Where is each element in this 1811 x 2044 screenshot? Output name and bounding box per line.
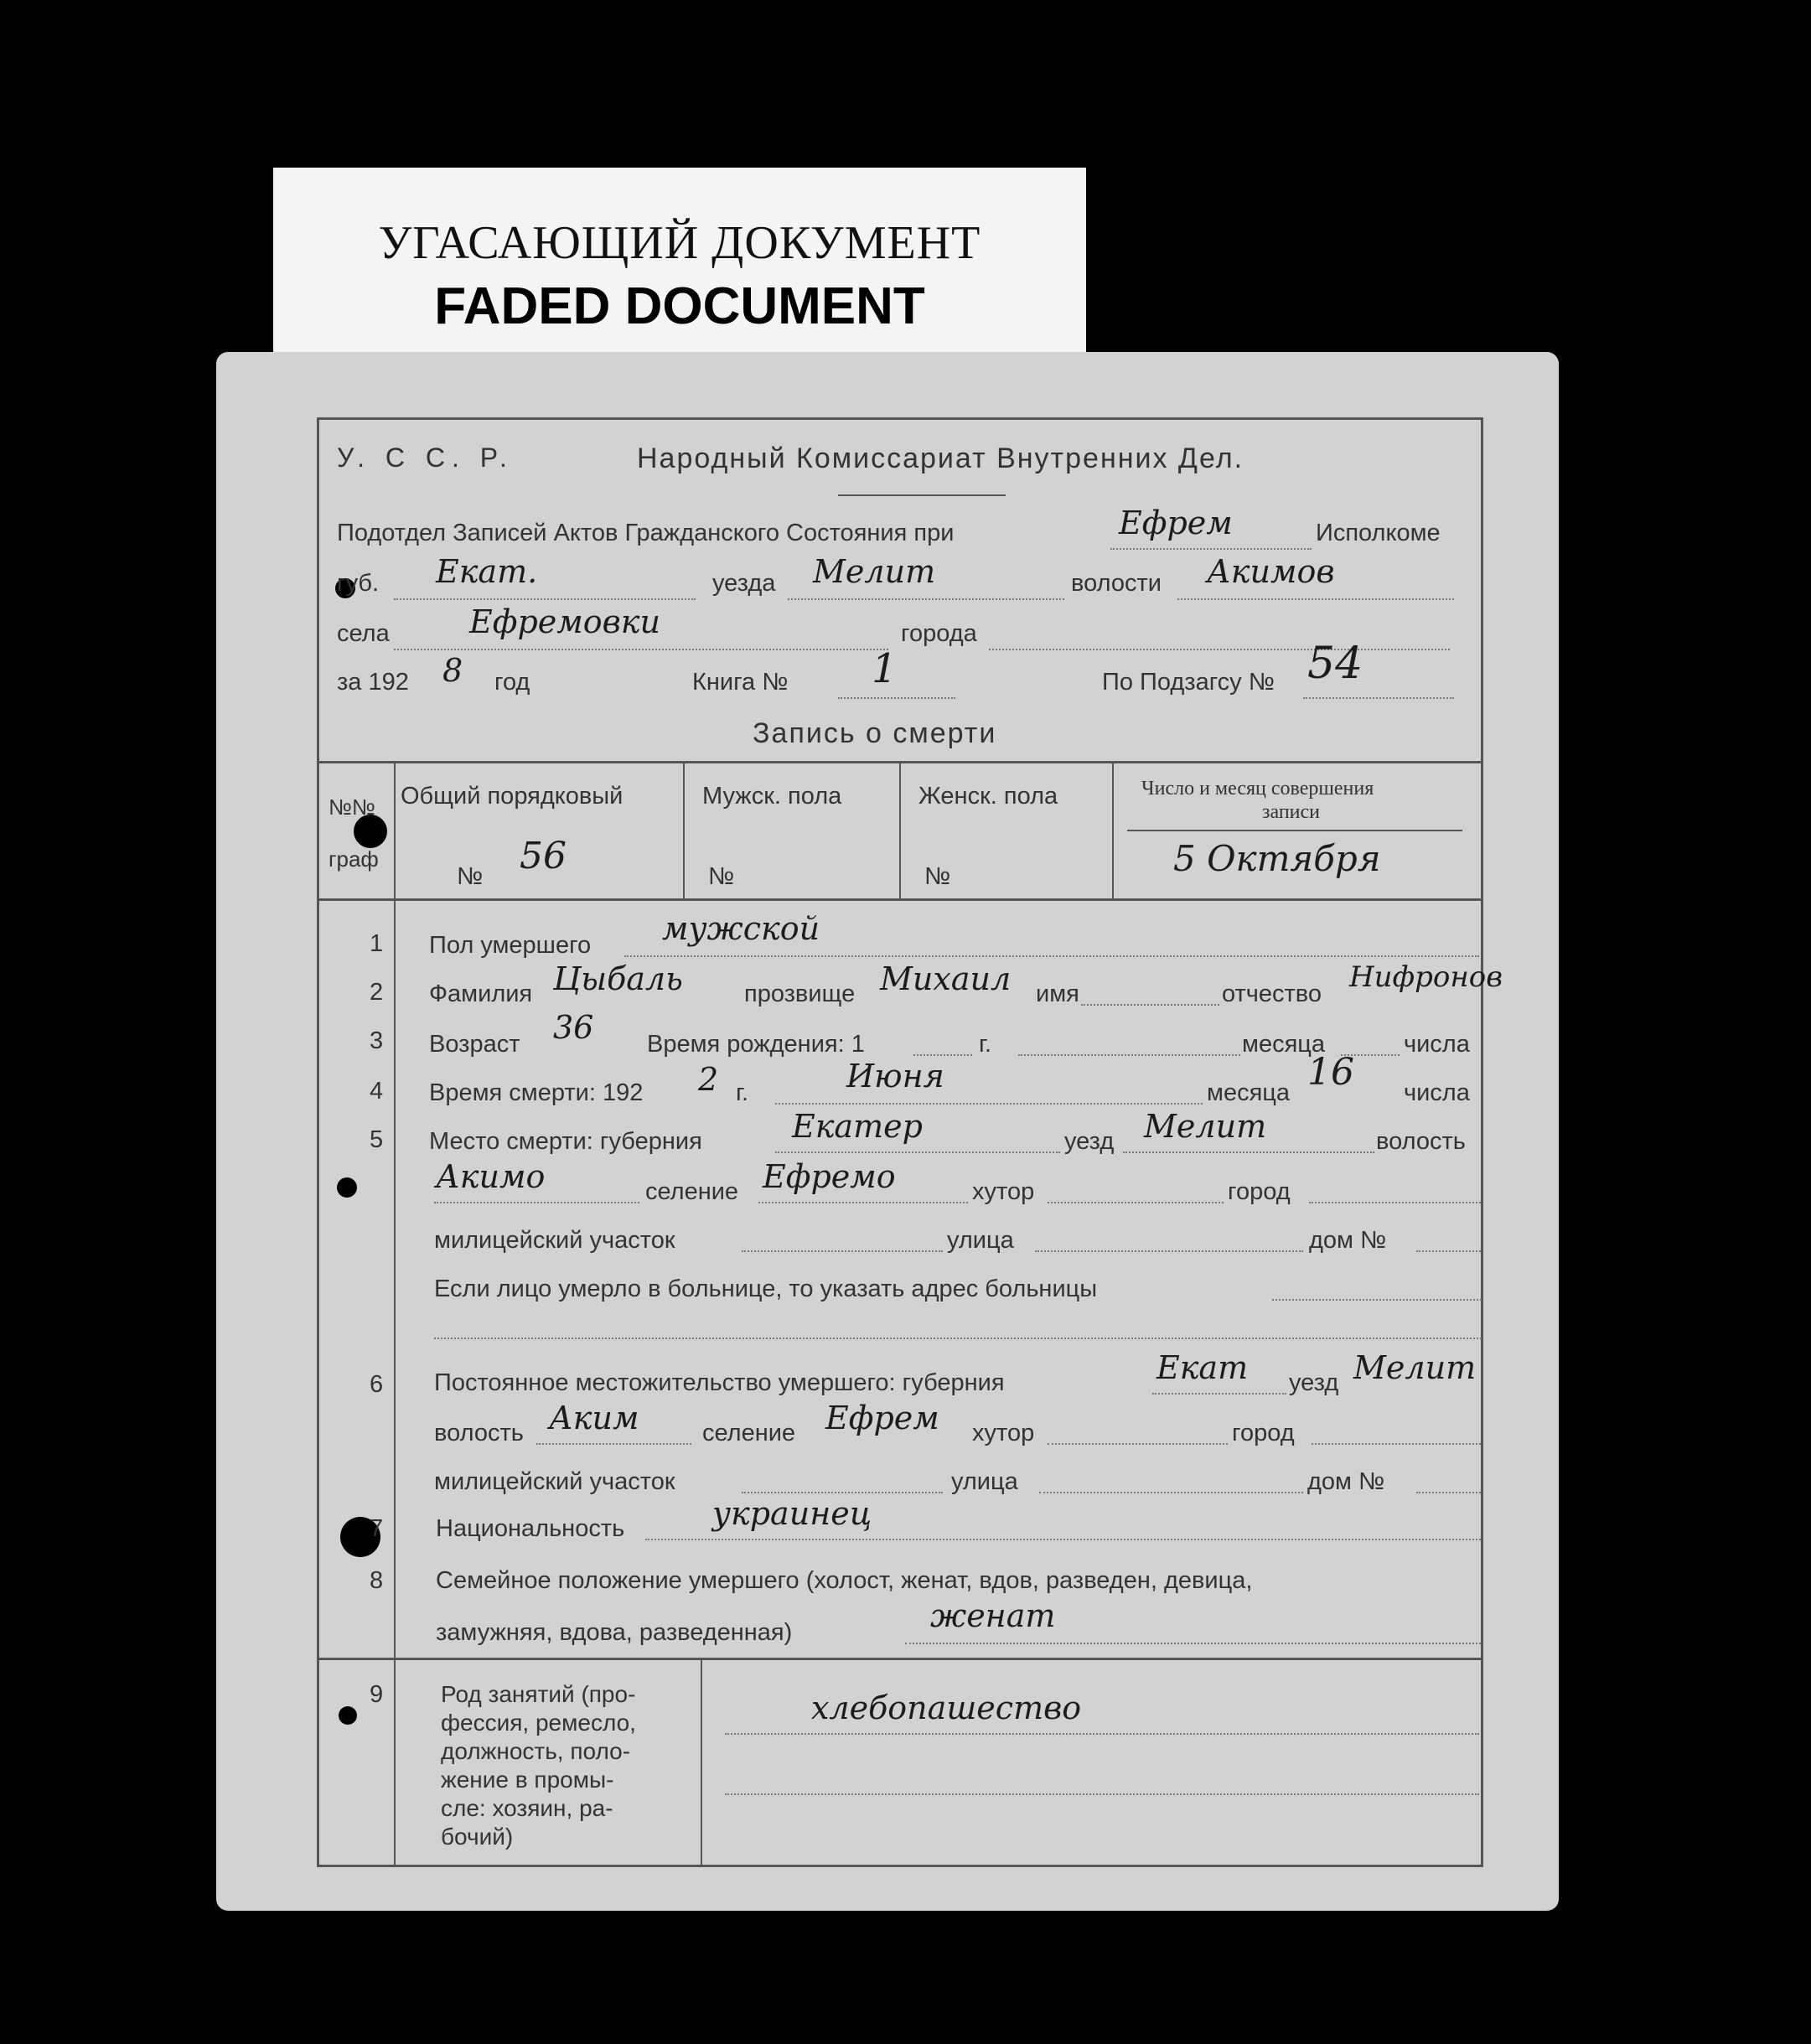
col-female: Женск. пола [918, 783, 1058, 810]
marital-status-handwriting: женат [930, 1597, 1056, 1634]
deceased-sex-label: Пол умершего [429, 932, 592, 959]
birth-month-label: месяца [1242, 1031, 1326, 1058]
birth-label: Время рождения: 1 [647, 1031, 865, 1058]
col-general-no: № [457, 863, 484, 890]
subdept-label: Подотдел Записей Актов Гражданского Состояния при [337, 520, 955, 546]
residence-khutor-label: хутор [972, 1420, 1035, 1446]
first-name-handwriting: Михаил [880, 960, 1012, 997]
row-number: 7 [370, 1515, 384, 1542]
podzag-handwriting: 54 [1307, 639, 1363, 689]
death-month-handwriting: Июня [846, 1058, 944, 1094]
occupation-handwriting: хлебопашество [811, 1690, 1082, 1726]
gub-label: губ. [337, 570, 380, 597]
marital-status-options: замужняя, вдова, разведенная) [436, 1619, 793, 1646]
death-uezd-handwriting: Мелит [1144, 1108, 1267, 1145]
volosti-handwriting: Акимов [1207, 553, 1335, 590]
row-number: 8 [370, 1567, 384, 1594]
death-volost-label: волость [1376, 1128, 1466, 1155]
god-label: год [494, 669, 530, 696]
residence-gub-handwriting: Екат [1156, 1349, 1249, 1386]
row-number: 5 [370, 1126, 384, 1153]
occupation-label: бочий) [441, 1824, 514, 1850]
row-number: 2 [370, 979, 384, 1006]
death-selenie-handwriting: Ефремо [763, 1158, 896, 1195]
occupation-label: фессия, ремесло, [441, 1710, 636, 1736]
year-label: за 192 [337, 669, 409, 696]
goroda-label: города [901, 620, 977, 647]
residence-volost-label: волость [434, 1420, 524, 1446]
title-rule [838, 494, 1006, 496]
hospital-label: Если лицо умерло в больнице, то указать адрес больницы [434, 1276, 1098, 1302]
label-russian: УГАСАЮЩИЙ ДОКУМЕНТ [378, 217, 981, 269]
residence-volost-handwriting: Аким [549, 1400, 639, 1436]
col-general-number: Общий порядковый [401, 783, 624, 810]
row-number: 3 [370, 1027, 384, 1054]
death-militia-label: милицейский участок [434, 1227, 675, 1254]
death-year-handwriting: 2 [698, 1061, 719, 1098]
occupation-label: жение в промы- [441, 1767, 614, 1793]
surname-label: Фамилия [429, 981, 533, 1007]
death-street-label: улица [947, 1227, 1014, 1254]
sela-handwriting: Ефремовки [469, 603, 660, 640]
death-uezd-label: уезд [1064, 1128, 1115, 1155]
deceased-sex-handwriting: мужской [662, 910, 820, 947]
residence-selenie-label: селение [702, 1420, 796, 1446]
age-label: Возраст [429, 1031, 520, 1058]
kniga-handwriting: 1 [872, 645, 898, 692]
col-record-date-top: Число и месяц совершения [1141, 778, 1374, 799]
label-english: FADED DOCUMENT [434, 277, 925, 335]
death-day-handwriting: 16 [1307, 1051, 1354, 1094]
gub-handwriting: Екат. [436, 553, 538, 590]
residence-uezd-handwriting: Мелит [1353, 1349, 1477, 1386]
patronymic-label: отчество [1222, 981, 1322, 1007]
nationality-handwriting: украинец [712, 1495, 872, 1532]
podzag-label: По Подзагсу № [1102, 669, 1275, 696]
col-general-handwriting: 56 [520, 835, 567, 877]
death-volost-handwriting: Акимо [436, 1158, 546, 1195]
col-record-date-bottom: записи [1262, 801, 1320, 823]
col-graf-top: №№ [329, 794, 375, 820]
republic: У. С С. Р. [337, 442, 514, 473]
death-khutor-label: хутор [972, 1178, 1035, 1205]
volosti-label: волости [1071, 570, 1162, 597]
birth-year-suffix: г. [979, 1031, 992, 1058]
col-male: Мужск. пола [702, 783, 842, 810]
row-number: 9 [370, 1681, 384, 1708]
row-number: 6 [370, 1371, 384, 1398]
residence-selenie-handwriting: Ефрем [825, 1400, 939, 1436]
occupation-label: должность, поло- [441, 1738, 631, 1764]
col-female-no: № [924, 863, 951, 890]
death-year-suffix: г. [736, 1079, 749, 1106]
row-number: 4 [370, 1078, 384, 1105]
occupation-label: сле: хозяин, ра- [441, 1795, 613, 1821]
commissariat-title: Народный Комиссариат Внутренних Дел. [637, 442, 1244, 474]
death-house-label: дом № [1309, 1227, 1387, 1254]
residence-house-label: дом № [1307, 1468, 1385, 1495]
residence-uezd-label: уезд [1289, 1369, 1339, 1396]
death-month-label: месяца [1207, 1079, 1291, 1106]
uezda-handwriting: Мелит [813, 553, 936, 590]
nationality-label: Национальность [436, 1515, 625, 1542]
col-male-no: № [708, 863, 735, 890]
birth-day-label: числа [1404, 1031, 1470, 1058]
residence-militia-label: милицейский участок [434, 1468, 675, 1495]
death-selenie-label: селение [645, 1178, 739, 1205]
occupation-label: Род занятий (про- [441, 1681, 636, 1707]
death-gorod-label: город [1228, 1178, 1291, 1205]
age-handwriting: 36 [553, 1009, 594, 1046]
marital-status-label: Семейное положение умершего (холост, женат, вдов, разведен, девица, [436, 1567, 1253, 1594]
first-name-label: имя [1036, 981, 1079, 1007]
death-place-label: Место смерти: губерния [429, 1128, 702, 1155]
residence-gorod-label: город [1232, 1420, 1295, 1446]
surname-handwriting: Цыбаль [553, 960, 683, 997]
death-day-label: числа [1404, 1079, 1470, 1106]
subdept-handwriting: Ефрем [1119, 505, 1233, 541]
row-number: 1 [370, 930, 384, 957]
death-time-label: Время смерти: 192 [429, 1079, 644, 1106]
col-graf-bottom: граф [329, 846, 379, 872]
residence-label: Постоянное местожительство умершего: губерния [434, 1369, 1005, 1396]
uezda-label: уезда [712, 570, 776, 597]
faded-document-label [273, 168, 1086, 362]
patronymic-handwriting: Нифронов [1349, 960, 1503, 994]
residence-street-label: улица [951, 1468, 1018, 1495]
col-record-date-handwriting: 5 Октября [1173, 838, 1381, 879]
nickname-label: прозвище [744, 981, 856, 1007]
record-title: Запись о смерти [753, 717, 997, 749]
sela-label: села [337, 620, 390, 647]
kniga-label: Книга № [692, 669, 789, 696]
year-handwriting: 8 [442, 652, 463, 689]
ispolkom-label: Исполкоме [1316, 520, 1441, 546]
death-gub-handwriting: Екатер [792, 1108, 923, 1145]
